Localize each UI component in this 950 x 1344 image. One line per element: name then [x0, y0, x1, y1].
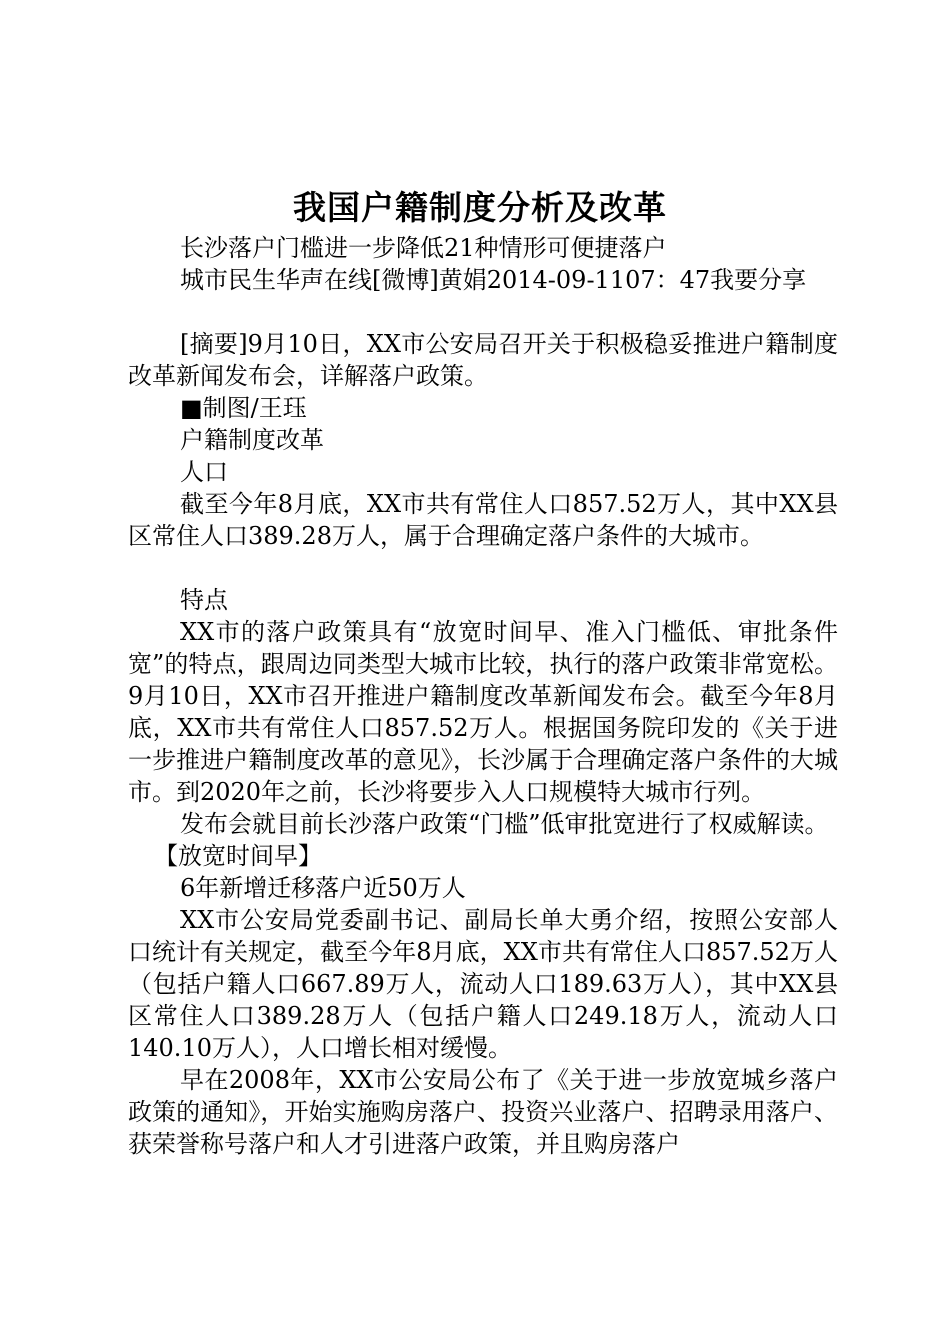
article-byline: 城市民生华声在线[微博]黄娟2014-09-1107：47我要分享	[180, 266, 807, 294]
sub-heading: 6年新增迁移落户近50万人	[180, 874, 466, 902]
graphic-label-reform: 户籍制度改革	[180, 426, 324, 454]
spacer	[128, 552, 838, 584]
history-paragraph: 早在2008年，XX市公安局公布了《关于进一步放宽城乡落户政策的通知》，开始实施购房落户、投资兴业落户、招聘录用落户、获荣誉称号落户和人才引进落户政策，并且购房落户	[128, 1066, 838, 1158]
deputy-paragraph: XX市公安局党委副书记、副局长单大勇介绍，按照公安部人口统计有关规定，截至今年8月底，XX市共有常住人口857.52万人（包括户籍人口667.89万人，流动人口189.63万人），其中XX县区常住人口389.28万人（包括户籍人口249.18万人，流动人口140.10万人），人口增长相对缓慢。	[128, 906, 838, 1062]
section-heading: 【放宽时间早】	[154, 842, 322, 870]
summary-paragraph: [摘要]9月10日，XX市公安局召开关于积极稳妥推进户籍制度改革新闻发布会，详解落户政策。	[128, 330, 838, 390]
population-paragraph: 截至今年8月底，XX市共有常住人口857.52万人，其中XX县区常住人口389.28万人，属于合理确定落户条件的大城市。	[128, 490, 838, 550]
image-credit: ■制图/王珏	[180, 394, 307, 422]
release-paragraph: 发布会就目前长沙落户政策“门槛”低审批宽进行了权威解读。	[180, 810, 829, 838]
article-subtitle: 长沙落户门槛进一步降低21种情形可便捷落户	[180, 234, 667, 262]
graphic-label-features: 特点	[180, 586, 228, 614]
document-body	[128, 232, 838, 1160]
features-paragraph: XX市的落户政策具有“放宽时间早、准入门槛低、审批条件宽”的特点，跟周边同类型大城市比较，执行的落户政策非常宽松。9月10日，XX市召开推进户籍制度改革新闻发布会。截至今年8月底，XX市共有常住人口857.52万人。根据国务院印发的《关于进一步推进户籍制度改革的意见》，长沙属于合理确定落户条件的大城市。到2020年之前，长沙将要步入人口规模特大城市行列。	[128, 618, 838, 806]
graphic-label-population: 人口	[180, 458, 228, 486]
document-title: 我国户籍制度分析及改革	[293, 188, 667, 227]
spacer	[128, 296, 838, 328]
